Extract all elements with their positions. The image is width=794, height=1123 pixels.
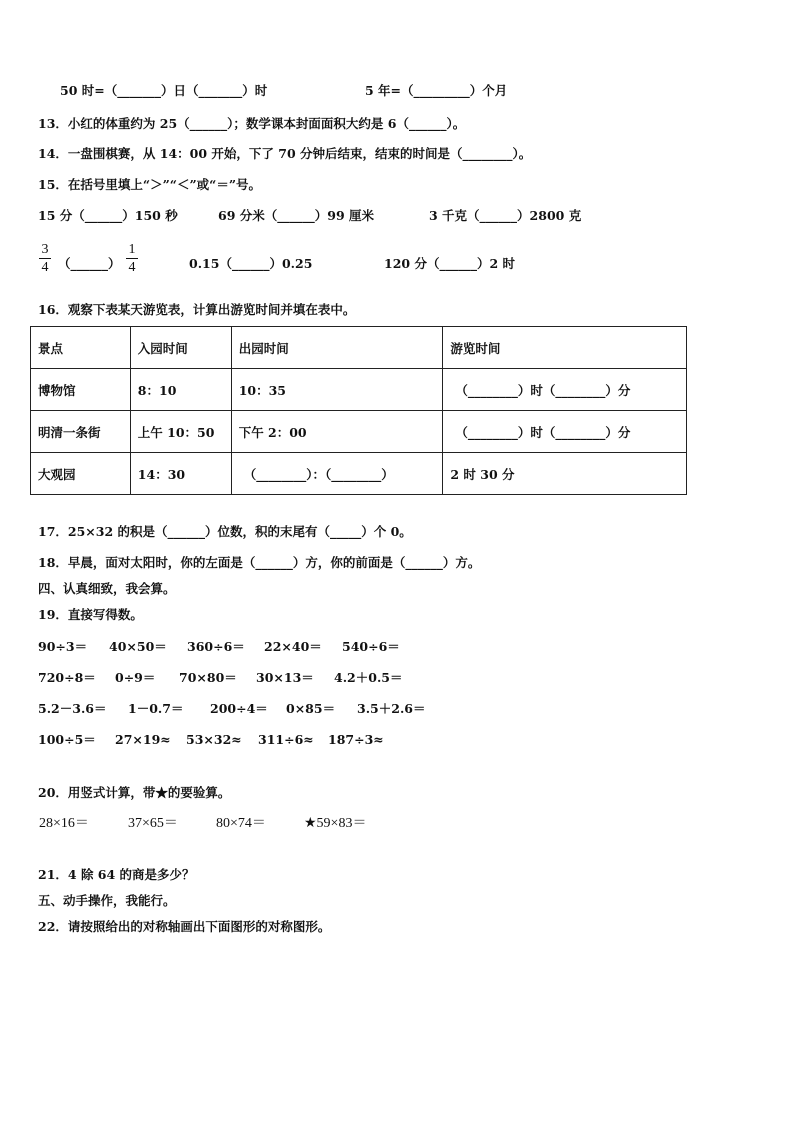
- table-cell: 下午 2：00: [231, 411, 443, 453]
- oral-calc-item: 100÷5＝: [38, 732, 96, 747]
- table-cell: （________）：（________）: [231, 453, 443, 495]
- question-17: 17．25×32 的积是（______）位数，积的末尾有（_____）个 0。: [38, 524, 412, 539]
- table-cell: 明清一条街: [31, 411, 131, 453]
- oral-calc-item: 30×13＝: [256, 670, 314, 685]
- compare-item: 15 分（______）150 秒: [38, 208, 178, 223]
- oral-calc-item: 540÷6＝: [342, 639, 400, 654]
- header-cell: 出园时间: [231, 327, 443, 369]
- table-cell: 上午 10：50: [130, 411, 231, 453]
- oral-calc-item: 53×32≈: [186, 732, 242, 747]
- compare-item: 69 分米（______）99 厘米: [218, 208, 374, 223]
- table-cell: （________）时（________）分: [443, 411, 687, 453]
- fraction-one-quarter: 1 4: [125, 241, 139, 276]
- fraction-compare-blank: （______）: [58, 256, 121, 271]
- vertical-calc-item: 37×65＝: [128, 816, 178, 831]
- tour-schedule-table: [30, 326, 687, 495]
- question-year-conversion: 5 年=（_________）个月: [365, 83, 508, 98]
- oral-calc-item: 3.5＋2.6＝: [357, 701, 426, 716]
- question-21: 21．4 除 64 的商是多少？: [38, 867, 195, 882]
- table-cell: 博物馆: [31, 369, 131, 411]
- section-heading-4: 四、认真细致，我会算。: [38, 581, 176, 596]
- table-header-row: [31, 327, 687, 369]
- table-cell: 大观园: [31, 453, 131, 495]
- oral-calc-item: 90÷3＝: [38, 639, 88, 654]
- oral-calc-item: 187÷3≈: [328, 732, 384, 747]
- oral-calc-item: 200÷4＝: [210, 701, 268, 716]
- oral-calc-item: 5.2－3.6＝: [38, 701, 107, 716]
- question-13: 13．小红的体重约为 25（______）；数学课本封面面积大约是 6（______）。: [38, 116, 466, 131]
- question-15-title: 15．在括号里填上“＞”“＜”或“＝”号。: [38, 177, 262, 192]
- question-14: 14．一盘围棋赛，从 14：00 开始，下了 70 分钟后结束，结束的时间是（________）。: [38, 146, 532, 161]
- table-row: [31, 453, 687, 495]
- question-18: 18．早晨，面对太阳时，你的左面是（______）方，你的前面是（______）方。: [38, 555, 481, 570]
- oral-calc-item: 311÷6≈: [258, 732, 314, 747]
- oral-calc-item: 27×19≈: [115, 732, 171, 747]
- header-cell: 游览时间: [443, 327, 687, 369]
- compare-item: 120 分（______）2 时: [384, 256, 515, 271]
- question-16-title: 16．观察下表某天游览表，计算出游览时间并填在表中。: [38, 302, 356, 317]
- question-20-title: 20．用竖式计算，带★的要验算。: [38, 785, 231, 800]
- section-heading-5: 五、动手操作，我能行。: [38, 893, 176, 908]
- table-cell: 14：30: [130, 453, 231, 495]
- question-22: 22．请按照给出的对称轴画出下面图形的对称图形。: [38, 919, 331, 934]
- table-row: [31, 411, 687, 453]
- vertical-calc-item: ★59×83＝: [304, 816, 367, 831]
- oral-calc-item: 4.2＋0.5＝: [334, 670, 403, 685]
- vertical-calc-item: 80×74＝: [216, 816, 266, 831]
- compare-item: 0.15（______）0.25: [189, 256, 313, 271]
- oral-calc-item: 0÷9＝: [115, 670, 156, 685]
- header-cell: 景点: [31, 327, 131, 369]
- table-cell: 10：35: [231, 369, 443, 411]
- oral-calc-item: 360÷6＝: [187, 639, 245, 654]
- compare-item: 3 千克（______）2800 克: [429, 208, 582, 223]
- oral-calc-item: 22×40＝: [264, 639, 322, 654]
- oral-calc-item: 1－0.7＝: [128, 701, 184, 716]
- fraction-three-quarters: 3 4: [38, 241, 52, 276]
- oral-calc-item: 720÷8＝: [38, 670, 96, 685]
- question-19-title: 19．直接写得数。: [38, 607, 143, 622]
- oral-calc-item: 70×80＝: [179, 670, 237, 685]
- table-cell: （________）时（________）分: [443, 369, 687, 411]
- header-cell: 入园时间: [130, 327, 231, 369]
- table-cell: 8：10: [130, 369, 231, 411]
- oral-calc-item: 40×50＝: [109, 639, 167, 654]
- table-cell: 2 时 30 分: [443, 453, 687, 495]
- table-row: [31, 369, 687, 411]
- vertical-calc-item: 28×16＝: [39, 816, 89, 831]
- oral-calc-item: 0×85＝: [286, 701, 336, 716]
- question-time-conversion: 50 时=（_______）日（_______）时: [60, 83, 268, 98]
